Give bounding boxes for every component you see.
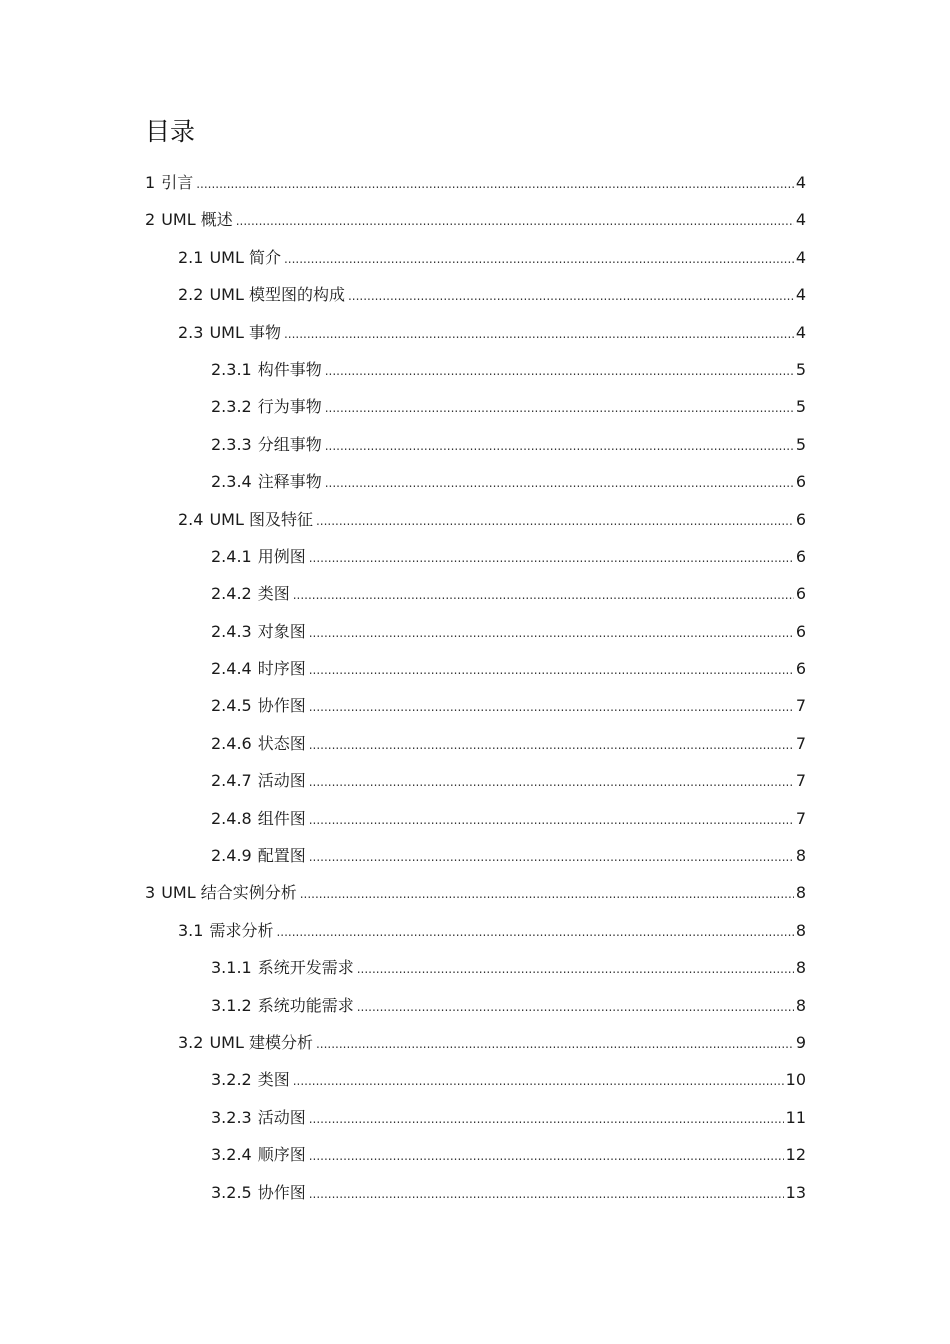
toc-entry[interactable] (145, 987, 806, 1024)
toc-entry[interactable] (145, 239, 806, 276)
toc-entry-number: 2.4.7 (211, 771, 252, 791)
toc-entry-page: 8 (795, 958, 806, 978)
toc-entry-number: 1 (145, 173, 156, 192)
toc-entry-number: 2.3 (178, 322, 204, 342)
toc-entry-page: 4 (795, 247, 806, 267)
toc-entry-number: 3.2.4 (211, 1145, 252, 1165)
toc-dot-leader (309, 1176, 784, 1213)
toc-dot-leader (300, 876, 794, 913)
toc-entry-number: 2.4.2 (211, 584, 252, 604)
toc-entry-page: 7 (795, 733, 806, 753)
toc-entry-label: 时序图 (257, 659, 306, 679)
toc-dot-leader (309, 1101, 784, 1138)
toc-entry-label: 类图 (257, 1070, 290, 1090)
toc-entry-label: 状态图 (257, 733, 306, 753)
toc-entry[interactable] (145, 538, 806, 575)
toc-entry-number: 3.1 (178, 920, 204, 940)
toc-entry-label: 系统功能需求 (257, 995, 354, 1015)
toc-entry-label: UML 概述 (161, 210, 233, 230)
toc-dot-leader (357, 951, 794, 988)
toc-dot-leader (276, 914, 793, 951)
toc-entry-page: 6 (795, 584, 806, 604)
toc-entry-label: 注释事物 (257, 472, 322, 492)
toc-entry[interactable] (145, 426, 806, 463)
toc-dot-leader (325, 390, 794, 427)
toc-entry-number: 3.2.5 (211, 1182, 252, 1202)
toc-entry[interactable] (145, 1099, 806, 1136)
toc-entry[interactable] (145, 613, 806, 650)
toc-dot-leader (348, 278, 794, 315)
toc-dot-leader (284, 316, 794, 353)
toc-entry-page: 13 (785, 1182, 806, 1202)
toc-dot-leader (309, 615, 794, 652)
toc-entry[interactable] (145, 201, 806, 238)
toc-entry[interactable] (145, 874, 806, 911)
toc-entry-number: 2.3.3 (211, 434, 252, 454)
toc-entry[interactable] (145, 800, 806, 837)
toc-entry-label: 引言 (161, 173, 194, 192)
toc-entry-number: 3.2.3 (211, 1107, 252, 1127)
toc-dot-leader (325, 353, 794, 390)
toc-dot-leader (309, 1138, 784, 1175)
toc-entry[interactable] (145, 463, 806, 500)
toc-entry-page: 7 (795, 808, 806, 828)
toc-entry-number: 2.4 (178, 509, 204, 529)
toc-dot-leader (309, 839, 794, 876)
toc-entry-label: 协作图 (257, 696, 306, 716)
toc-entry[interactable] (145, 912, 806, 949)
toc-dot-leader (309, 652, 794, 689)
toc-dot-leader (196, 166, 794, 203)
toc-entry[interactable] (145, 725, 806, 762)
toc-entry-page: 4 (795, 322, 806, 342)
toc-dot-leader (325, 428, 794, 465)
toc-dot-leader (293, 577, 794, 614)
toc-entry-label: 系统开发需求 (257, 958, 354, 978)
toc-entry-page: 8 (795, 920, 806, 940)
toc-entry-number: 3 (145, 883, 156, 903)
toc-entry-label: 行为事物 (257, 397, 322, 417)
toc-entry-label: UML 建模分析 (209, 1032, 313, 1052)
toc-dot-leader (325, 465, 794, 502)
toc-entry-label: 组件图 (257, 808, 306, 828)
toc-entry-number: 3.1.2 (211, 995, 252, 1015)
toc-entry[interactable] (145, 575, 806, 612)
toc-entry-page: 5 (795, 397, 806, 417)
toc-entry[interactable] (145, 1024, 806, 1061)
toc-entry[interactable] (145, 276, 806, 313)
toc-dot-leader (357, 989, 794, 1026)
toc-entry-page: 8 (795, 883, 806, 903)
toc-entry-page: 7 (795, 771, 806, 791)
toc-entry[interactable] (145, 351, 806, 388)
toc-entry-label: 分组事物 (257, 434, 322, 454)
toc-entry[interactable] (145, 388, 806, 425)
toc-entry-label: 对象图 (257, 621, 306, 641)
toc-entry-page: 7 (795, 696, 806, 716)
toc-entry[interactable] (145, 687, 806, 724)
toc-entry-page: 5 (795, 359, 806, 379)
toc-entry[interactable] (145, 762, 806, 799)
toc-entry-page: 12 (785, 1145, 806, 1165)
toc-entry-page: 6 (795, 659, 806, 679)
toc-entry-number: 3.2 (178, 1032, 204, 1052)
toc-entry-number: 2.4.3 (211, 621, 252, 641)
toc-entry[interactable] (145, 501, 806, 538)
toc-entry-page: 10 (785, 1070, 806, 1090)
toc-entry-page: 4 (795, 285, 806, 305)
toc-entry-number: 3.2.2 (211, 1070, 252, 1090)
toc-entry-page: 5 (795, 434, 806, 454)
toc-entry-number: 2.4.9 (211, 846, 252, 866)
toc-entry-page: 8 (795, 995, 806, 1015)
toc-entry-number: 2.4.8 (211, 808, 252, 828)
toc-dot-leader (293, 1063, 784, 1100)
toc-dot-leader (236, 203, 794, 240)
toc-entry-label: 协作图 (257, 1182, 306, 1202)
toc-entry-page: 4 (795, 173, 806, 192)
toc-dot-leader (309, 764, 794, 801)
toc-entry[interactable] (145, 1136, 806, 1173)
toc-entry-page: 9 (795, 1032, 806, 1052)
toc-entry-label: UML 事物 (209, 322, 281, 342)
toc-entry-number: 3.1.1 (211, 958, 252, 978)
table-of-contents (145, 164, 806, 1211)
toc-entry-label: 配置图 (257, 846, 306, 866)
toc-entry-page: 6 (795, 621, 806, 641)
toc-entry-label: UML 模型图的构成 (209, 285, 345, 305)
toc-entry-number: 2.4.4 (211, 659, 252, 679)
toc-entry[interactable] (145, 650, 806, 687)
toc-entry-label: 活动图 (257, 1107, 306, 1127)
toc-entry-label: UML 简介 (209, 247, 281, 267)
toc-entry-label: 构件事物 (257, 359, 322, 379)
toc-entry-number: 2 (145, 210, 156, 230)
toc-entry-number: 2.4.6 (211, 733, 252, 753)
toc-dot-leader (316, 1026, 794, 1063)
toc-entry-label: 顺序图 (257, 1145, 306, 1165)
toc-entry-label: 用例图 (257, 546, 306, 566)
toc-dot-leader (309, 689, 794, 726)
toc-dot-leader (309, 727, 794, 764)
toc-entry[interactable] (145, 837, 806, 874)
toc-entry-number: 2.2 (178, 285, 204, 305)
toc-entry-label: 活动图 (257, 771, 306, 791)
toc-entry-label: 需求分析 (209, 920, 274, 940)
toc-dot-leader (309, 540, 794, 577)
toc-entry[interactable] (145, 314, 806, 351)
toc-entry-number: 2.3.1 (211, 359, 252, 379)
toc-entry-page: 6 (795, 472, 806, 492)
toc-dot-leader (309, 802, 794, 839)
toc-title: 目录 (145, 117, 196, 146)
toc-dot-leader (284, 241, 794, 278)
toc-entry-label: UML 结合实例分析 (161, 883, 297, 903)
toc-entry[interactable] (145, 1174, 806, 1211)
toc-entry-number: 2.4.1 (211, 546, 252, 566)
toc-entry-number: 2.3.4 (211, 472, 252, 492)
toc-entry-page: 4 (795, 210, 806, 230)
toc-entry-label: 类图 (257, 584, 290, 604)
toc-entry-number: 2.3.2 (211, 397, 252, 417)
toc-entry-label: UML 图及特征 (209, 509, 313, 529)
toc-entry[interactable] (145, 164, 806, 201)
toc-entry-page: 8 (795, 846, 806, 866)
toc-entry-page: 11 (785, 1107, 806, 1127)
toc-entry-page: 6 (795, 509, 806, 529)
toc-entry[interactable] (145, 1061, 806, 1098)
toc-dot-leader (316, 503, 794, 540)
toc-entry[interactable] (145, 949, 806, 986)
toc-entry-number: 2.4.5 (211, 696, 252, 716)
toc-entry-page: 6 (795, 546, 806, 566)
toc-entry-number: 2.1 (178, 247, 204, 267)
